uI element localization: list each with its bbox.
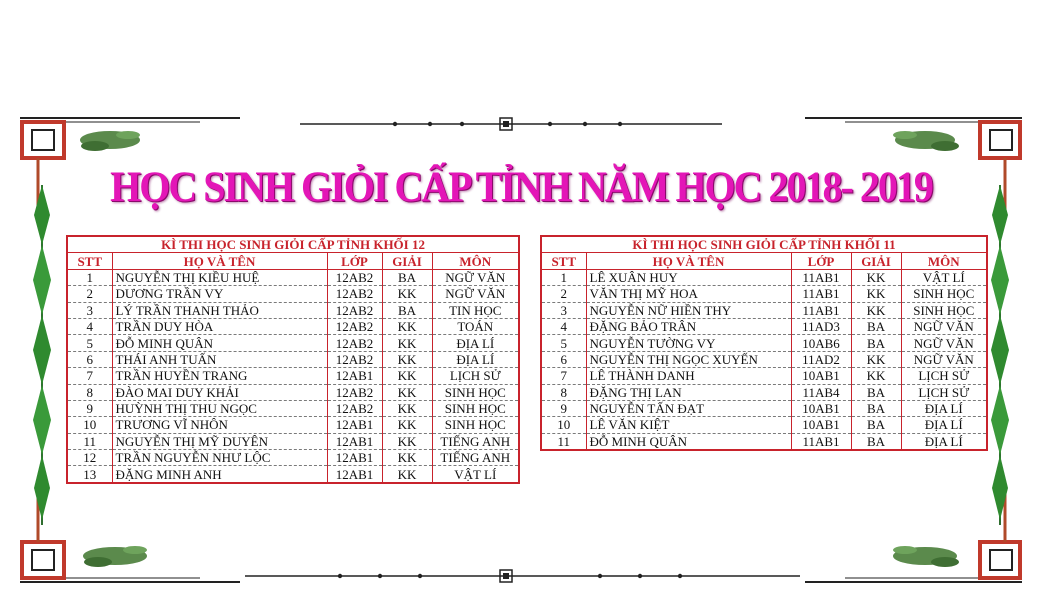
cell-name: TRƯƠNG VĨ NHÔN [112,417,327,433]
table-row [67,400,519,416]
cell-name: ĐẶNG MINH ANH [112,466,327,483]
cell-subject: ĐỊA LÍ [901,400,987,416]
column-header: HỌ VÀ TÊN [112,253,327,269]
cell-subject: NGỮ VĂN [432,286,519,302]
table-row [67,450,519,466]
cell-class: 12AB2 [327,302,382,318]
cell-class: 12AB1 [327,466,382,483]
cell-subject: LỊCH SỬ [901,384,987,400]
cell-award: BA [382,269,432,285]
cell-class: 12AB2 [327,351,382,367]
cell-stt: 8 [67,384,112,400]
cell-award: BA [851,400,901,416]
bottom-ornament-rule [245,570,800,582]
column-header: HỌ VÀ TÊN [586,253,791,269]
column-header: LỚP [327,253,382,269]
cell-name: VĂN THỊ MỸ HOA [586,286,791,302]
cell-award: KK [851,302,901,318]
cell-class: 12AB2 [327,269,382,285]
cell-subject: ĐỊA LÍ [901,417,987,433]
cell-award: KK [382,400,432,416]
top-ornament-rule [300,118,722,130]
cell-class: 10AB1 [791,368,851,384]
cell-subject: TIN HỌC [432,302,519,318]
cell-stt: 4 [541,318,586,334]
table-row [541,302,987,318]
cell-class: 12AB1 [327,368,382,384]
cell-award: KK [382,417,432,433]
cell-subject: VẬT LÍ [432,466,519,483]
table-row [541,400,987,416]
cell-stt: 1 [541,269,586,285]
cell-award: KK [382,286,432,302]
cell-stt: 4 [67,318,112,334]
cell-class: 11AB4 [791,384,851,400]
cell-stt: 3 [67,302,112,318]
column-header: STT [67,253,112,269]
cell-stt: 8 [541,384,586,400]
cell-name: ĐÀO MAI DUY KHẢI [112,384,327,400]
cell-name: TRẦN DUY HÒA [112,318,327,334]
table-row [67,351,519,367]
cell-name: NGUYỄN THỊ NGỌC XUYẾN [586,351,791,367]
cell-subject: NGỮ VĂN [901,335,987,351]
cell-name: NGUYỄN NỮ HIỀN THY [586,302,791,318]
cell-stt: 5 [67,335,112,351]
cell-name: NGUYỄN TẤN ĐẠT [586,400,791,416]
left-leaf-vine [33,185,51,525]
table-row [67,368,519,384]
table-row [67,466,519,483]
table-row [541,433,987,450]
table-row [541,384,987,400]
table-row [67,302,519,318]
cell-stt: 6 [67,351,112,367]
cell-class: 11AB1 [791,269,851,285]
table-row [67,433,519,449]
cell-stt: 9 [67,400,112,416]
table-grade-12 [66,235,520,484]
cell-stt: 11 [541,433,586,450]
right-leaf-vine [991,185,1009,525]
cell-stt: 5 [541,335,586,351]
cell-subject: NGỮ VĂN [901,351,987,367]
column-header: LỚP [791,253,851,269]
table-caption: KÌ THI HỌC SINH GIỎI CẤP TỈNH KHỐI 12 [67,236,519,253]
cell-subject: NGỮ VĂN [901,318,987,334]
cell-class: 12AB2 [327,400,382,416]
cell-award: BA [382,302,432,318]
cell-subject: TOÁN [432,318,519,334]
cell-award: KK [382,466,432,483]
column-header: MÔN [901,253,987,269]
cell-award: KK [851,351,901,367]
cell-class: 12AB2 [327,335,382,351]
cell-class: 10AB1 [791,417,851,433]
cell-stt: 3 [541,302,586,318]
cell-subject: SINH HỌC [432,400,519,416]
cell-award: KK [382,351,432,367]
table-row [541,269,987,285]
table-row [541,417,987,433]
cell-name: ĐỖ MINH QUÂN [586,433,791,450]
cell-award: KK [382,450,432,466]
cell-subject: TIẾNG ANH [432,433,519,449]
cell-subject: TIẾNG ANH [432,450,519,466]
cell-class: 10AB1 [791,400,851,416]
cell-name: ĐẶNG THỊ LAN [586,384,791,400]
cell-name: NGUYỄN THỊ MỸ DUYÊN [112,433,327,449]
table-row [541,335,987,351]
cell-name: NGUYỄN TƯỜNG VY [586,335,791,351]
cell-stt: 6 [541,351,586,367]
cell-class: 11AB1 [791,302,851,318]
cell-stt: 2 [67,286,112,302]
cell-name: HUỲNH THỊ THU NGỌC [112,400,327,416]
cell-subject: SINH HỌC [901,302,987,318]
cell-class: 12AB1 [327,450,382,466]
column-header: GIẢI [382,253,432,269]
cell-name: DƯƠNG TRẦN VY [112,286,327,302]
cell-name: LÊ XUÂN HUY [586,269,791,285]
cell-name: LÊ THÀNH DANH [586,368,791,384]
cell-class: 10AB6 [791,335,851,351]
column-header: GIẢI [851,253,901,269]
cell-name: TRẦN HUYỀN TRANG [112,368,327,384]
cell-subject: SINH HỌC [432,384,519,400]
cell-award: KK [382,335,432,351]
cell-subject: SINH HỌC [901,286,987,302]
cell-stt: 10 [67,417,112,433]
cell-class: 12AB1 [327,417,382,433]
table-caption: KÌ THI HỌC SINH GIỎI CẤP TỈNH KHỐI 11 [541,236,987,253]
cell-name: NGUYỄN THỊ KIỀU HUỆ [112,269,327,285]
cell-stt: 12 [67,450,112,466]
cell-stt: 10 [541,417,586,433]
table-body [67,269,519,483]
table-row [67,417,519,433]
cell-award: KK [382,433,432,449]
cell-subject: ĐỊA LÍ [901,433,987,450]
column-header: MÔN [432,253,519,269]
cell-stt: 7 [541,368,586,384]
table-grade-11 [540,235,988,451]
cell-class: 11AB1 [791,286,851,302]
cell-name: THÁI ANH TUẤN [112,351,327,367]
column-header: STT [541,253,586,269]
cell-name: ĐẶNG BẢO TRÂN [586,318,791,334]
cell-award: KK [382,368,432,384]
cell-subject: ĐỊA LÍ [432,351,519,367]
cell-class: 11AB1 [791,433,851,450]
cell-stt: 2 [541,286,586,302]
table-row [67,269,519,285]
cell-subject: VẬT LÍ [901,269,987,285]
cell-award: BA [851,318,901,334]
corner-bottom-right [805,490,1022,582]
cell-name: LÝ TRẦN THANH THẢO [112,302,327,318]
cell-class: 12AB2 [327,384,382,400]
cell-subject: ĐỊA LÍ [432,335,519,351]
cell-stt: 9 [541,400,586,416]
cell-stt: 7 [67,368,112,384]
page-title: HỌC SINH GIỎI CẤP TỈNH NĂM HỌC 2018- 2019 [110,162,932,211]
table-row [541,286,987,302]
table-body [541,269,987,450]
cell-stt: 1 [67,269,112,285]
corner-bottom-left [20,490,240,582]
cell-stt: 13 [67,466,112,483]
cell-name: LÊ VĂN KIỆT [586,417,791,433]
table-row [67,335,519,351]
cell-award: BA [851,335,901,351]
cell-subject: NGỮ VĂN [432,269,519,285]
cell-award: BA [851,417,901,433]
cell-name: ĐỖ MINH QUÂN [112,335,327,351]
cell-class: 11AD3 [791,318,851,334]
table-row [67,384,519,400]
cell-subject: SINH HỌC [432,417,519,433]
cell-class: 12AB1 [327,433,382,449]
cell-award: KK [851,368,901,384]
table-row [67,318,519,334]
table-row [541,351,987,367]
cell-subject: LỊCH SỬ [901,368,987,384]
table-row [541,368,987,384]
table-row [541,318,987,334]
cell-award: KK [851,286,901,302]
cell-award: KK [382,318,432,334]
cell-subject: LỊCH SỬ [432,368,519,384]
cell-award: KK [851,269,901,285]
cell-class: 12AB2 [327,318,382,334]
cell-name: TRẦN NGUYỄN NHƯ LỘC [112,450,327,466]
cell-award: BA [851,384,901,400]
cell-class: 11AD2 [791,351,851,367]
cell-award: BA [851,433,901,450]
cell-class: 12AB2 [327,286,382,302]
cell-stt: 11 [67,433,112,449]
cell-award: KK [382,384,432,400]
table-row [67,286,519,302]
